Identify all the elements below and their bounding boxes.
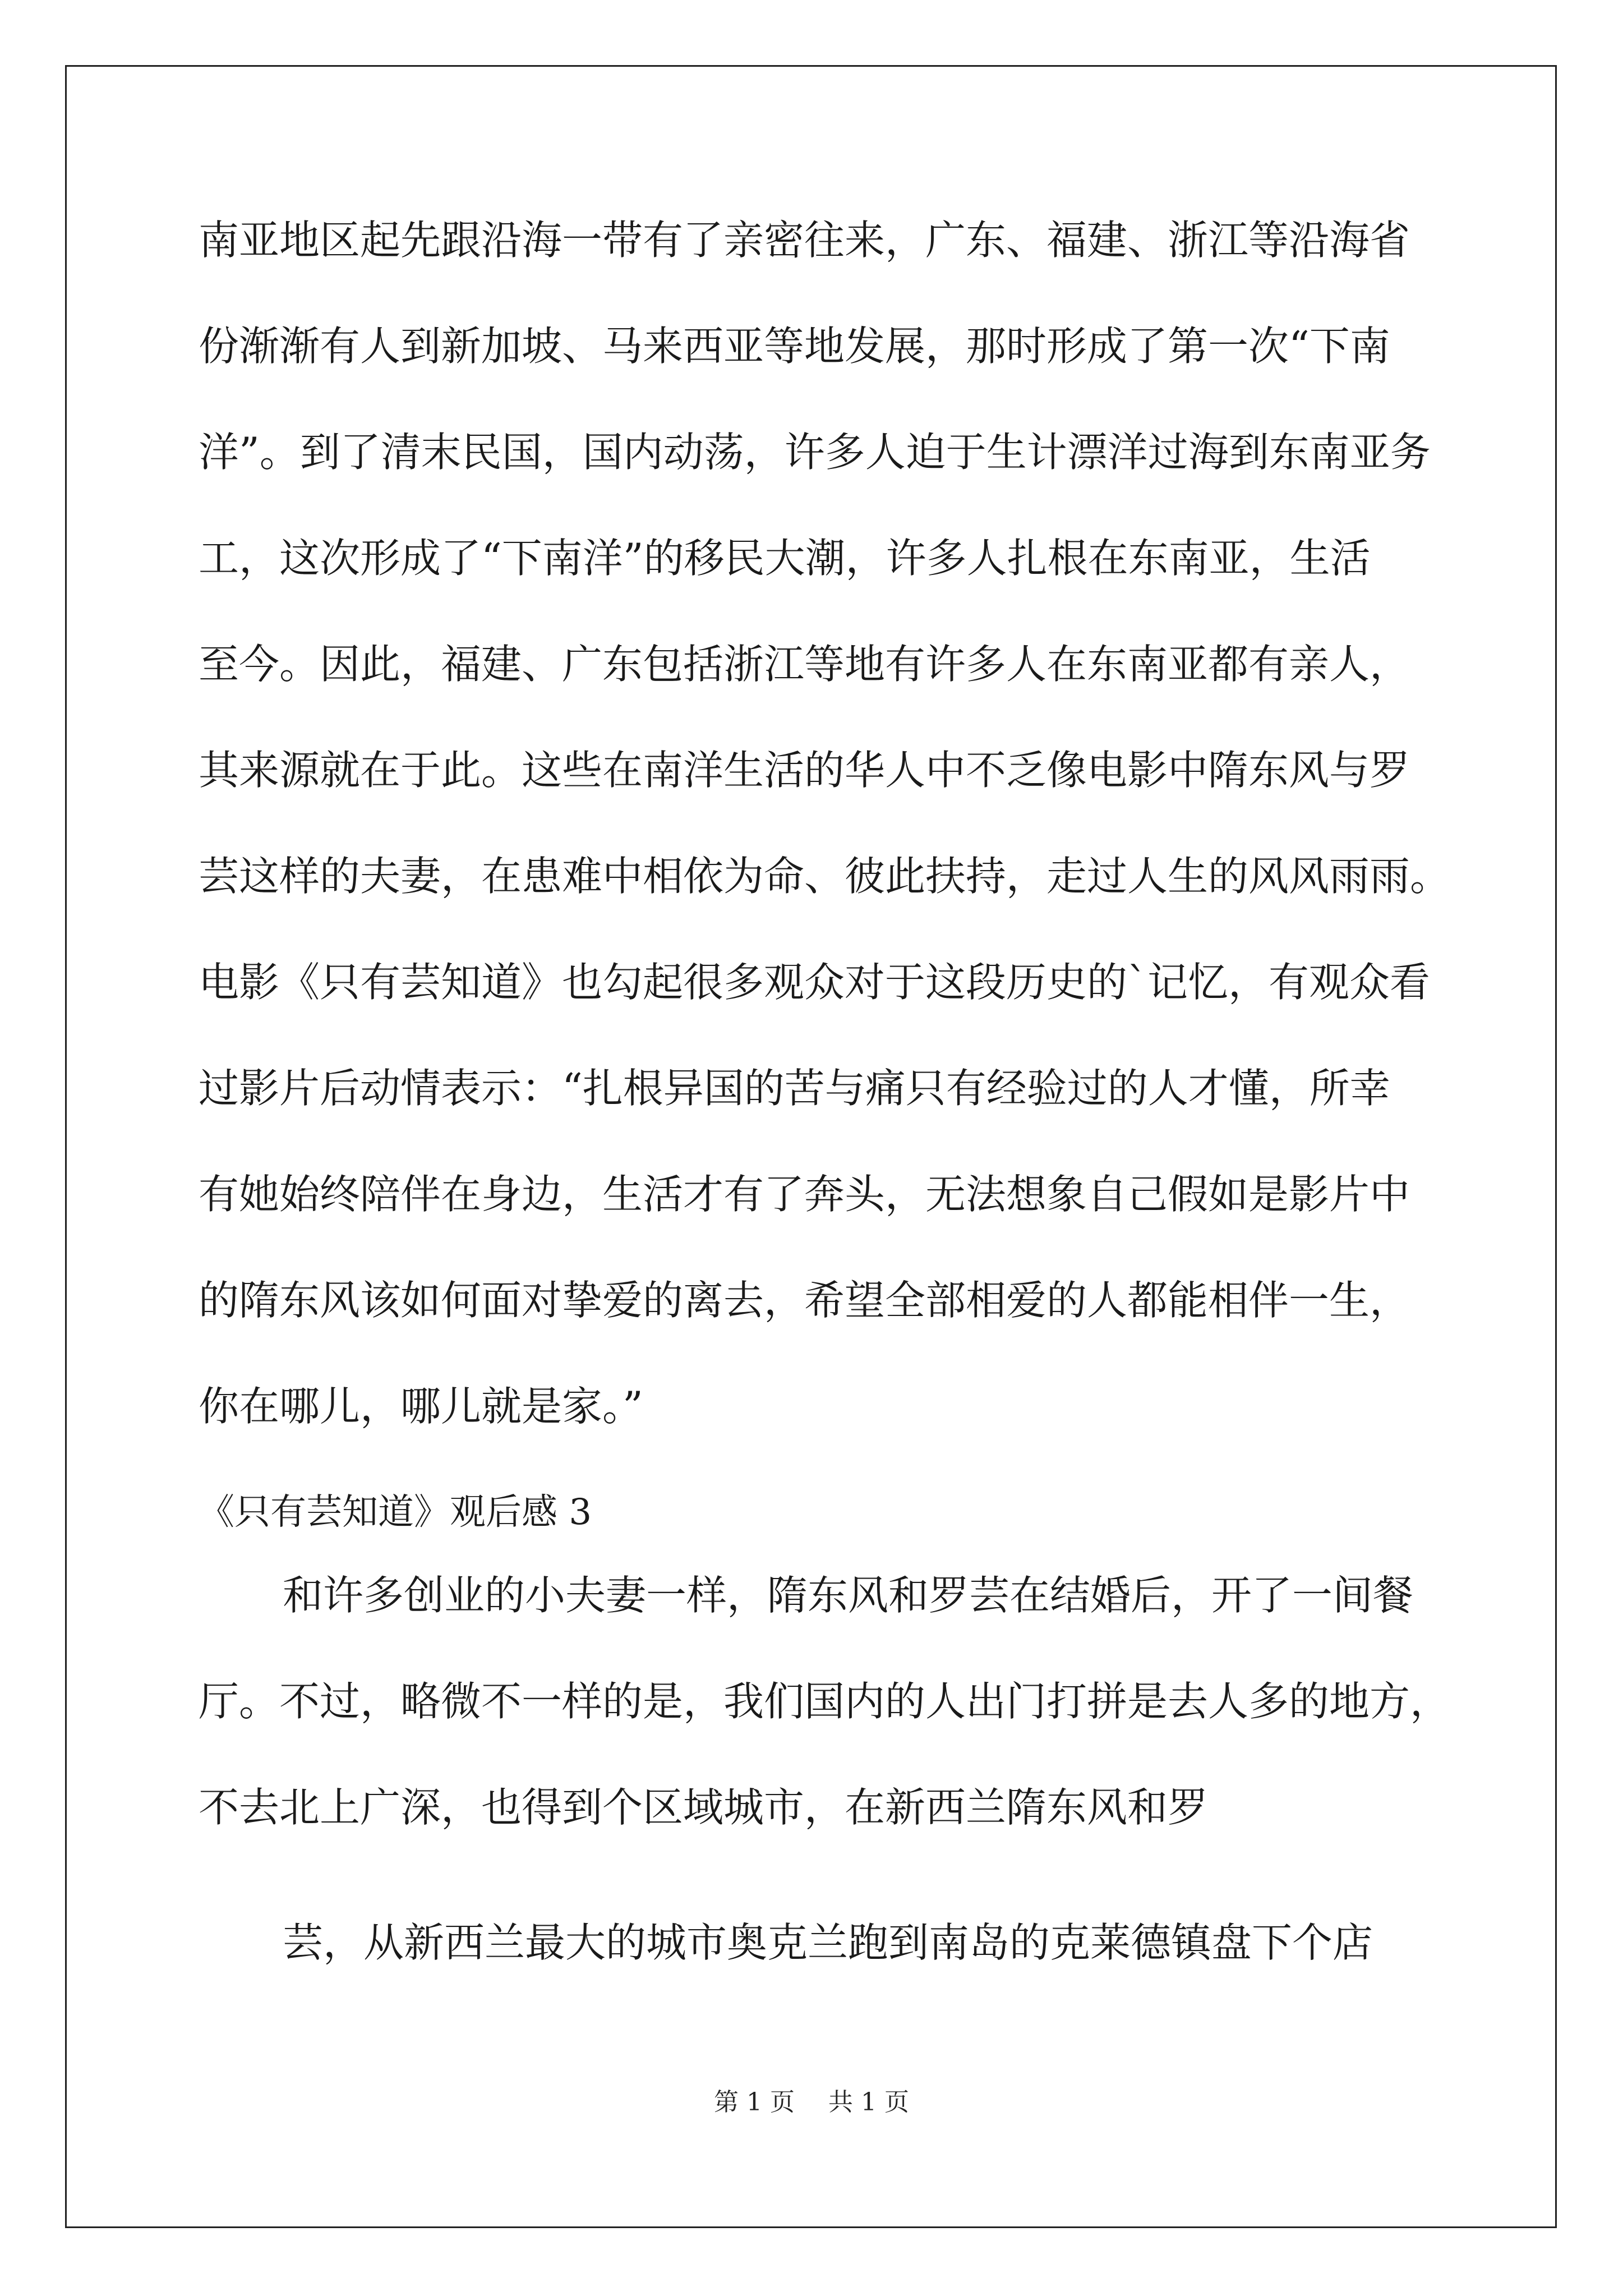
body-line: 工，这次形成了“下南洋”的移民大潮，许多人扎根在东南亚，生活 [199, 535, 1371, 582]
document-body [199, 212, 1451, 2021]
body-line: 过影片后动情表示：“扎根异国的苦与痛只有经验过的人才懂，所幸 [199, 1065, 1390, 1112]
body-line: 有她始终陪伴在身边，生活才有了奔头，无法想象自己假如是影片中 [199, 1171, 1410, 1218]
page-number: 第 1 页 [714, 2088, 795, 2116]
body-line: 至今。因此，福建、广东包括浙江等地有许多人在东南亚都有亲人， [199, 641, 1410, 688]
body-line: 的隋东风该如何面对挚爱的离去，希望全部相爱的人都能相伴一生， [199, 1277, 1410, 1324]
page-total: 共 1 页 [828, 2088, 909, 2116]
page-footer [0, 2086, 1623, 2119]
body-line: 份渐渐有人到新加坡、马来西亚等地发展，那时形成了第一次“下南 [199, 323, 1390, 370]
section-line: 厅。不过，略微不一样的是，我们国内的人出门打拼是去人多的地方， [199, 1678, 1451, 1725]
body-line: 南亚地区起先跟沿海一带有了亲密往来，广东、福建、浙江等沿海省 [199, 217, 1410, 264]
body-line: 芸这样的夫妻，在患难中相依为命、彼此扶持，走过人生的风风雨雨。 [199, 853, 1451, 900]
body-line: 你在哪儿，哪儿就是家。” [199, 1383, 643, 1430]
section-heading: 《只有芸知道》观后感 3 [199, 1492, 592, 1533]
body-line: 电影《只有芸知道》也勾起很多观众对于这段历史的`记忆，有观众看 [199, 959, 1431, 1006]
body-line: 洋”。到了清末民国，国内动荡，许多人迫于生计漂洋过海到东南亚务 [199, 429, 1431, 476]
section-line: 不去北上广深，也得到个区域城市，在新西兰隋东风和罗 [199, 1784, 1209, 1831]
body-line: 其来源就在于此。这些在南洋生活的华人中不乏像电影中隋东风与罗 [199, 747, 1410, 794]
final-line: 芸，从新西兰最大的城市奥克兰跑到南岛的克莱德镇盘下个店 [283, 1919, 1373, 1966]
section-line: 和许多创业的小夫妻一样，隋东风和罗芸在结婚后，开了一间餐 [283, 1572, 1414, 1619]
